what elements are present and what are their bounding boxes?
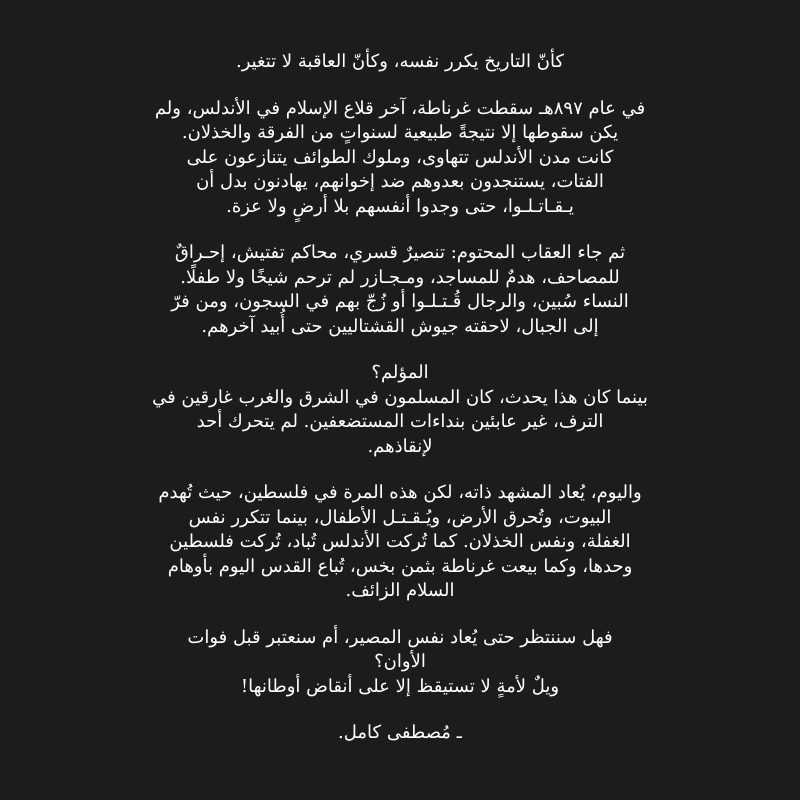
text-line: للمصاحف، هدمٌ للمساجد، ومـجـازر لم ترحم شيخًا ولا طفلًا. (180, 266, 620, 288)
text-line: الأوان؟ (374, 651, 426, 672)
article-body (38, 0, 762, 746)
paragraph-granada-fall (38, 97, 762, 220)
paragraph-punishment (38, 241, 762, 339)
text-line: يكن سقوطها إلا نتيجةً طبيعية لسنواتٍ من الفرقة والخذلان. (181, 122, 619, 143)
opening-line (38, 50, 762, 75)
text-line: الترف، غير عابئين بنداءات المستضعفين. لم يتحرك أحد (196, 411, 604, 432)
text-line: البيوت، وتُحرق الأرض، ويُـقـتـل الأطفال، بينما تتكرر نفس (188, 506, 612, 528)
text-line: الغفلة، ونفس الخذلان. كما تُركت الأندلس تُباد، تُركت فلسطين (169, 531, 631, 552)
author-signature (38, 721, 762, 746)
text-line: كانت مدن الأندلس تتهاوى، وملوك الطوائف يتنازعون على (186, 146, 614, 168)
text-line: بينما كان هذا يحدث، كان المسلمون في الشرق والغرب غارقين في (152, 386, 648, 408)
text-line: واليوم، يُعاد المشهد ذاته، لكن هذه المرة في فلسطين، حيث تُهدم (158, 482, 642, 503)
text-line: ويلٌ لأمةٍ لا تستيقظ إلا على أنقاض أوطانها! (240, 675, 560, 697)
text-line: كأنّ التاريخ يكرر نفسه، وكأنّ العاقبة لا تتغير. (235, 51, 565, 72)
text-line: في عام ٨٩٧هـ سقطت غرناطة، آخر قلاع الإسلام في الأندلس، ولم (154, 97, 646, 119)
author-name: ـ مُصطفى كامل. (338, 722, 462, 743)
text-line: لإنقاذهم. (367, 435, 433, 457)
text-line: وحدها، وكما بيعت غرناطة بثمن بخس، تُباع القدس اليوم بأوهام (167, 555, 633, 577)
paragraph-painful-question (38, 361, 762, 459)
text-line: المؤلم؟ (371, 362, 429, 383)
paragraph-closing-question (38, 626, 762, 700)
text-line: فهل سننتظر حتى يُعاد نفس المصير، أم سنعتبر قبل فوات (187, 626, 613, 648)
text-line: ثم جاء العقاب المحتوم: تنصيرٌ قسري، محاكم تفتيش، إحـراقٌ (174, 242, 626, 263)
text-line: السلام الزائف. (345, 580, 455, 601)
text-line: الفتات، يستنجدون بعدوهم ضد إخوانهم، يهادنون بدل أن (196, 171, 604, 192)
paragraph-palestine (38, 481, 762, 604)
text-line: إلى الجبال، لاحقته جيوش القشتاليين حتى أُبيد آخرهم. (201, 315, 599, 337)
text-line: النساء سُبين، والرجال قُـتـلـوا أو زُجّ بهم في السجون، ومن فرّ (171, 291, 629, 312)
text-line: يـقـاتـلـوا، حتى وجدوا أنفسهم بلا أرضٍ ولا عزة. (226, 195, 574, 217)
